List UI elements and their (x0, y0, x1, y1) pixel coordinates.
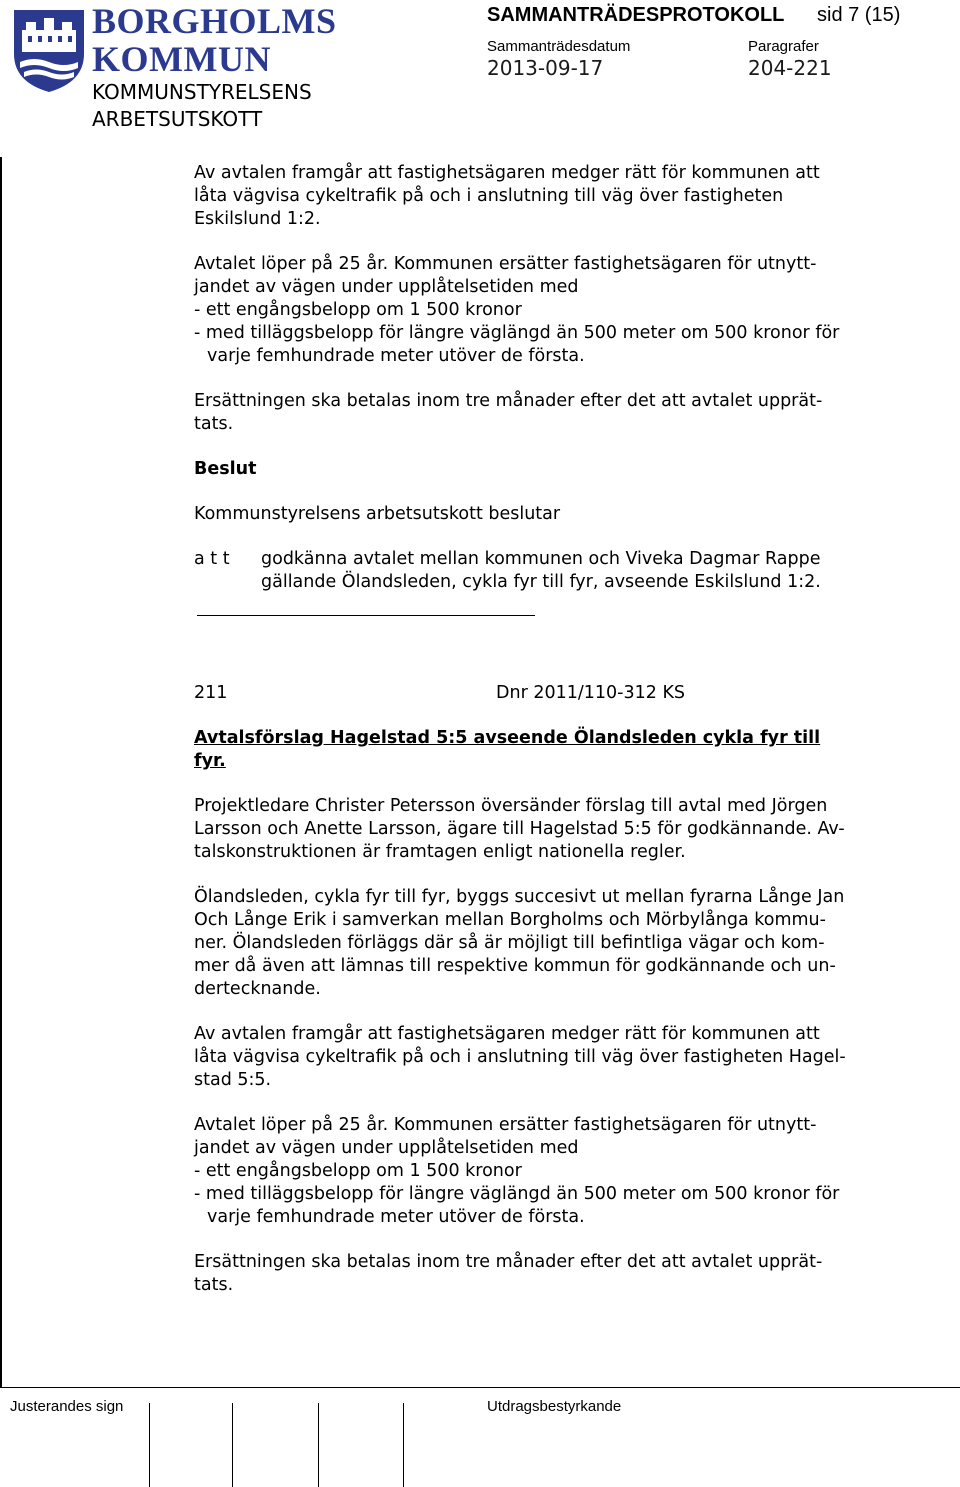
text-line: dertecknande. (194, 979, 321, 999)
signature-box-divider (403, 1403, 404, 1487)
org-name-line2: KOMMUN (92, 39, 271, 79)
text-line: Ersättningen ska betalas inom tre månader efter det att avtalet upprät- (194, 391, 823, 411)
paragraphs-value: 204-221 (748, 56, 832, 80)
text-line: Och Långe Erik i samverkan mellan Borgholms och Mörbylånga kommu- (194, 910, 826, 930)
text-line: stad 5:5. (194, 1070, 272, 1090)
protocol-body (194, 162, 914, 1297)
text-line: Avtalet löper på 25 år. Kommunen ersätter fastighetsägaren för utnytt- (194, 254, 817, 274)
text-line: Larsson och Anette Larsson, ägare till Hagelstad 5:5 för godkännande. Av- (194, 819, 845, 839)
text-line: Ersättningen ska betalas inom tre månader efter det att avtalet upprät- (194, 1252, 823, 1272)
text-line: mer då även att lämnas till respektive kommun för godkännande och un- (194, 956, 836, 976)
case-title (194, 727, 914, 773)
paragraphs-label: Paragrafer (748, 38, 819, 55)
org-name-line1: BORGHOLMS (92, 1, 337, 41)
signature-label: Justerandes sign (10, 1398, 124, 1415)
decision-clause (194, 548, 914, 594)
text-line: jandet av vägen under upplåtelsetiden med (194, 277, 579, 297)
text-line: jandet av vägen under upplåtelsetiden med (194, 1138, 579, 1158)
text-line: Ölandsleden, cykla fyr till fyr, byggs succesivt ut mellan fyrarna Långe Jan (194, 887, 845, 907)
text-line: talskonstruktionen är framtagen enligt nationella regler. (194, 842, 686, 862)
case-paragraph-5 (194, 1251, 914, 1297)
text-line: - ett engångsbelopp om 1 500 kronor (194, 300, 522, 320)
document-title: SAMMANTRÄDESPROTOKOLL (487, 4, 785, 26)
text-line: Eskilslund 1:2. (194, 209, 321, 229)
case-paragraph-4 (194, 1114, 914, 1229)
text-line: Projektledare Christer Petersson översänder förslag till avtal med Jörgen (194, 796, 828, 816)
text-line: varje femhundrade meter utöver de första. (207, 1207, 585, 1227)
decision-heading: Beslut (194, 459, 257, 479)
text-line: godkänna avtalet mellan kommunen och Viveka Dagmar Rappe (261, 549, 821, 569)
text-line: - med tilläggsbelopp för längre väglängd än 500 meter om 500 kronor för (194, 1184, 840, 1204)
case-paragraph-2 (194, 886, 914, 1001)
meeting-date-label: Sammanträdesdatum (487, 38, 631, 55)
case-paragraph-1 (194, 795, 914, 864)
text-line: ner. Ölandsleden förläggs där så är möjligt till befintliga vägar och kom- (194, 933, 825, 953)
text-line: låta vägvisa cykeltrafik på och i anslutning till väg över fastigheten (194, 186, 784, 206)
signature-box-divider (149, 1403, 150, 1487)
text-line: tats. (194, 414, 234, 434)
text-line: Avtalsförslag Hagelstad 5:5 avseende Ölandsleden cykla fyr till (194, 728, 821, 748)
text-line: varje femhundrade meter utöver de första. (207, 346, 585, 366)
case-header (194, 682, 914, 705)
signature-box-divider (318, 1403, 319, 1487)
att-label: a t t (194, 549, 230, 569)
case-number: 211 (194, 683, 228, 703)
signature-box-divider (232, 1403, 233, 1487)
text-line: Av avtalen framgår att fastighetsägaren medger rätt för kommunen att (194, 163, 820, 183)
text-line: fyr. (194, 751, 226, 771)
case-dnr: Dnr 2011/110-312 KS (496, 683, 686, 703)
case-paragraph-3 (194, 1023, 914, 1092)
att-text (261, 548, 821, 594)
page-number: sid 7 (15) (817, 4, 901, 26)
prev-paragraph-1 (194, 162, 914, 231)
prev-paragraph-3 (194, 390, 914, 436)
extract-certification-label: Utdragsbestyrkande (487, 1398, 622, 1415)
meeting-date-value: 2013-09-17 (487, 56, 604, 80)
dept-name-line2: ARBETSUTSKOTT (92, 107, 263, 131)
decision-intro: Kommunstyrelsens arbetsutskott beslutar (194, 504, 561, 524)
text-line: tats. (194, 1275, 234, 1295)
municipality-logo (10, 4, 88, 94)
text-line: Avtalet löper på 25 år. Kommunen ersätter fastighetsägaren för utnytt- (194, 1115, 817, 1135)
dept-name-line1: KOMMUNSTYRELSENS (92, 80, 312, 104)
footer-rule (0, 1387, 960, 1388)
text-line: - ett engångsbelopp om 1 500 kronor (194, 1161, 522, 1181)
prev-paragraph-2 (194, 253, 914, 368)
text-line: - med tilläggsbelopp för längre väglängd än 500 meter om 500 kronor för (194, 323, 840, 343)
text-line: låta vägvisa cykeltrafik på och i anslutning till väg över fastigheten Hagel- (194, 1047, 846, 1067)
left-margin-rule (0, 157, 2, 1387)
text-line: gällande Ölandsleden, cykla fyr till fyr, avseende Eskilslund 1:2. (261, 572, 821, 592)
text-line: Av avtalen framgår att fastighetsägaren medger rätt för kommunen att (194, 1024, 820, 1044)
